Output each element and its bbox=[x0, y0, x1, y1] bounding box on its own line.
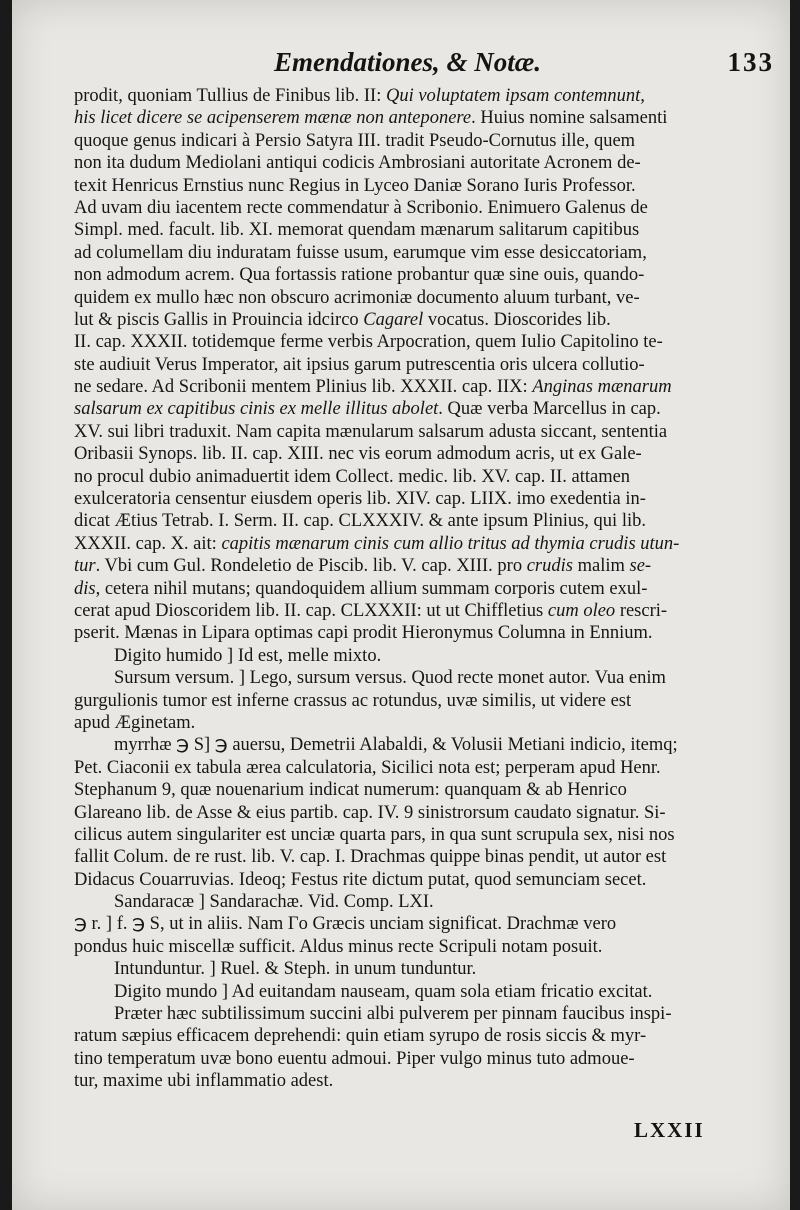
text-segment: . Vbi cum Gul. Rondeletio de Piscib. lib. V. cap. XIII. pro bbox=[95, 556, 527, 577]
text-line bbox=[74, 107, 750, 129]
italic-text: his licet dicere se acipenserem mænæ non anteponere bbox=[74, 108, 472, 129]
text-line bbox=[74, 645, 750, 667]
text-line bbox=[74, 242, 750, 264]
page-number: 133 bbox=[727, 47, 774, 77]
text-line bbox=[74, 690, 750, 712]
text-segment: Sursum versum. ] Lego, sursum versus. Quod recte monet autor. Vua enim bbox=[114, 668, 666, 689]
text-line bbox=[74, 958, 750, 980]
text-line bbox=[74, 309, 750, 331]
text-line bbox=[74, 488, 750, 510]
text-segment: non ita dudum Mediolani antiqui codicis Ambrosiani autoritate Acronem de- bbox=[74, 153, 641, 174]
text-line bbox=[74, 1025, 750, 1047]
text-segment: , cetera nihil mutans; quandoquidem allium summam corporis cutem exul- bbox=[95, 578, 648, 599]
text-segment: non admodum acrem. Qua fortassis ratione probantur quæ sine ouis, quando- bbox=[74, 265, 645, 286]
italic-text: crudis bbox=[526, 556, 573, 577]
text-line bbox=[74, 510, 750, 532]
text-segment: . Huius nomine salsamenti bbox=[471, 108, 668, 129]
text-segment: Digito humido ] Id est, melle mixto. bbox=[114, 645, 382, 666]
text-segment: no procul dubio animaduertit idem Collect. medic. lib. XV. cap. II. attamen bbox=[74, 466, 631, 487]
text-segment: lut & piscis Gallis in Prouincia idcirco bbox=[74, 309, 364, 330]
text-line bbox=[74, 712, 750, 734]
text-segment: Sandaracæ ] Sandarachæ. Vid. Comp. LXI. bbox=[114, 892, 434, 913]
text-line bbox=[74, 533, 750, 555]
text-line bbox=[74, 1048, 750, 1070]
text-segment: Pet. Ciaconii ex tabula ærea calculatoria, Sicilici nota est; perperam apud Henr. bbox=[74, 757, 661, 778]
running-header bbox=[274, 47, 774, 87]
text-line bbox=[74, 175, 750, 197]
text-segment: quoque genus indicari à Persio Satyra III. tradit Pseudo-Cornutus ille, quem bbox=[74, 130, 636, 151]
text-line bbox=[74, 219, 750, 241]
text-segment: Didacus Couarruvias. Ideoq; Festus rite dictum putat, quod semunciam secet. bbox=[74, 869, 647, 890]
text-line bbox=[74, 376, 750, 398]
text-segment: exulceratoria censentur eiusdem operis lib. XIV. cap. LIIX. imo exedentia in- bbox=[74, 489, 646, 510]
text-line bbox=[74, 578, 750, 600]
italic-text: capitis mænarum cinis cum allio tritus ad thymia crudis utun- bbox=[221, 533, 680, 554]
running-title: Emendationes, & Notæ. bbox=[274, 47, 542, 77]
text-line bbox=[74, 734, 750, 756]
text-segment: XXXII. cap. X. ait: bbox=[74, 533, 222, 554]
body-text bbox=[74, 85, 750, 1093]
text-segment: ad columellam diu induratam fuisse usum, earumque vim esse desiccatoriam, bbox=[74, 242, 647, 263]
text-segment: Oribasii Synops. lib. II. cap. XIII. nec vis eorum admodum acris, ut ex Gale- bbox=[74, 444, 642, 465]
text-line bbox=[74, 869, 750, 891]
text-line bbox=[74, 667, 750, 689]
text-segment: ne sedare. Ad Scribonii mentem Plinius lib. XXXII. cap. IIX: bbox=[74, 377, 533, 398]
text-line bbox=[74, 779, 750, 801]
signature-mark: LXXII bbox=[634, 1118, 705, 1142]
text-segment: gurgulionis tumor est inferne crassus ac rotundus, uvæ similis, ut videre est bbox=[74, 690, 632, 711]
italic-text: Qui voluptatem ipsam contemnunt, bbox=[385, 86, 645, 106]
text-segment: Stephanum 9, quæ nouenarium indicat numerum: quanquam & ab Henrico bbox=[74, 780, 627, 801]
text-segment: Ad uvam diu iacentem recte commendatur à Scribonio. Enimuero Galenus de bbox=[74, 197, 648, 218]
text-line bbox=[74, 824, 750, 846]
text-line bbox=[74, 757, 750, 779]
text-segment: myrrhæ ℈ S] ℈ auersu, Demetrii Alabaldi, & Volusii Metiani indicio, itemq; bbox=[114, 735, 678, 756]
text-line bbox=[74, 354, 750, 376]
text-segment: pondus huic miscellæ sufficit. Aldus minus recte Scripuli notam posuit. bbox=[74, 936, 603, 957]
text-line bbox=[74, 1003, 750, 1025]
text-line bbox=[74, 913, 750, 935]
text-segment: . Quæ verba Marcellus in cap. bbox=[438, 399, 661, 420]
text-line bbox=[74, 891, 750, 913]
text-segment: ste audiuit Verus Imperator, ait ipsius garum putrescentia oris ulcera collutio- bbox=[74, 354, 645, 375]
text-segment: cilicus autem singulariter est unciæ quarta pars, in qua sunt scrupula sex, nisi nos bbox=[74, 824, 675, 845]
italic-text: se- bbox=[629, 556, 652, 577]
text-line bbox=[74, 287, 750, 309]
text-segment: pserit. Mænas in Lipara optimas capi prodit Hieronymus Columna in Ennium. bbox=[74, 623, 653, 644]
text-line bbox=[74, 802, 750, 824]
text-segment: apud Æginetam. bbox=[74, 712, 196, 733]
text-line bbox=[74, 622, 750, 644]
italic-text: cum oleo bbox=[547, 600, 616, 621]
text-segment: tino temperatum uvæ bono euentu admoui. Piper vulgo minus tuto admoue- bbox=[74, 1048, 635, 1069]
text-line bbox=[74, 1070, 750, 1092]
italic-text: salsarum ex capitibus cinis ex melle illitus abolet bbox=[74, 399, 439, 420]
text-segment: Simpl. med. facult. lib. XI. memorat quendam mænarum salitarum capitibus bbox=[74, 220, 640, 241]
text-segment: XV. sui libri traduxit. Nam capita mænularum salsarum adusta siccant, sententia bbox=[74, 421, 668, 442]
text-line bbox=[74, 130, 750, 152]
text-line bbox=[74, 264, 750, 286]
text-segment: tur, maxime ubi inflammatio adest. bbox=[74, 1071, 334, 1092]
text-segment: cerat apud Dioscoridem lib. II. cap. CLXXXII: ut ut Chiffletius bbox=[74, 600, 548, 621]
text-segment: Præter hæc subtilissimum succini albi pulverem per pinnam faucibus inspi- bbox=[114, 1004, 672, 1025]
book-page bbox=[12, 0, 790, 1210]
text-line bbox=[74, 85, 750, 107]
text-segment: fallit Colum. de re rust. lib. V. cap. I. Drachmas quippe binas pendit, ut autor est bbox=[74, 847, 667, 868]
text-segment: dicat Ætius Tetrab. I. Serm. II. cap. CLXXXIV. & ante ipsum Plinius, qui lib. bbox=[74, 511, 646, 532]
text-line bbox=[74, 846, 750, 868]
italic-text: tur bbox=[74, 556, 96, 577]
text-line bbox=[74, 936, 750, 958]
italic-text: Cagarel bbox=[363, 309, 424, 330]
text-line bbox=[74, 331, 750, 353]
text-line bbox=[74, 152, 750, 174]
text-segment: Glareano lib. de Asse & eius partib. cap. IV. 9 sinistrorsum caudato signatur. Si- bbox=[74, 802, 666, 823]
text-segment: II. cap. XXXII. totidemque ferme verbis Arpocration, quem Iulio Capitolino te- bbox=[74, 332, 663, 353]
text-line bbox=[74, 600, 750, 622]
text-segment: ratum sæpius efficacem deprehendi: quin etiam syrupo de rosis siccis & myr- bbox=[74, 1026, 647, 1047]
text-line bbox=[74, 197, 750, 219]
italic-text: dis bbox=[74, 578, 96, 599]
italic-text: Anginas mænarum bbox=[532, 377, 672, 398]
text-line bbox=[74, 981, 750, 1003]
text-line bbox=[74, 421, 750, 443]
text-segment: rescri- bbox=[615, 600, 668, 621]
text-line bbox=[74, 443, 750, 465]
text-segment: texit Henricus Ernstius nunc Regius in Lyceo Daniæ Sorano Iuris Professor. bbox=[74, 175, 636, 196]
text-line bbox=[74, 555, 750, 577]
text-line bbox=[74, 466, 750, 488]
text-segment: quidem ex mullo hæc non obscuro acrimoniæ documento aluum turbant, ve- bbox=[74, 287, 640, 308]
text-segment: prodit, quoniam Tullius de Finibus lib. II: bbox=[74, 86, 386, 106]
text-segment: malim bbox=[572, 556, 630, 577]
text-line bbox=[74, 398, 750, 420]
text-segment: Digito mundo ] Ad euitandam nauseam, quam sola etiam fricatio excitat. bbox=[114, 981, 653, 1002]
text-segment: ℈ r. ] f. ℈ S, ut in aliis. Nam Γo Græcis unciam significat. Drachmæ vero bbox=[74, 914, 617, 935]
text-segment: Intunduntur. ] Ruel. & Steph. in unum tunduntur. bbox=[114, 959, 477, 980]
text-segment: vocatus. Dioscorides lib. bbox=[423, 309, 611, 330]
